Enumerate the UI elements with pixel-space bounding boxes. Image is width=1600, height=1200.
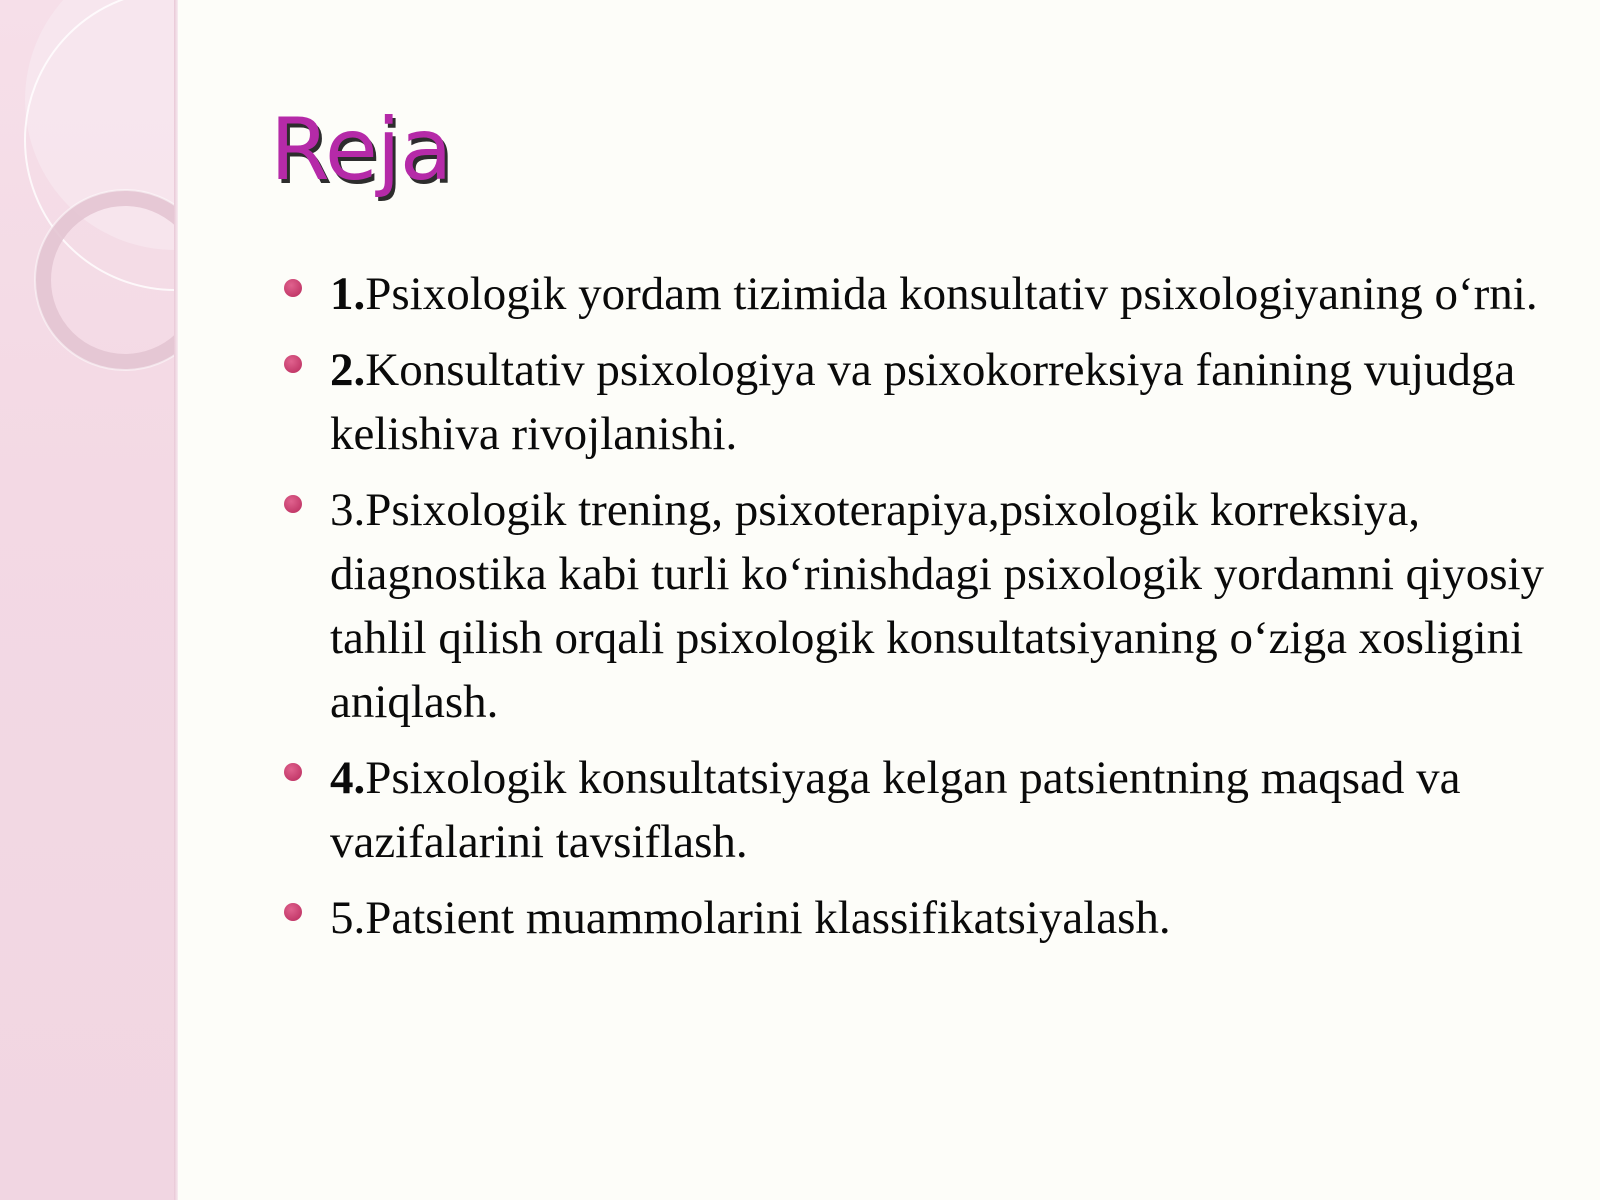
item-number: 4. bbox=[330, 752, 366, 804]
bullet-dot-icon bbox=[284, 763, 302, 781]
item-number: 3. bbox=[330, 484, 366, 536]
bullet-dot-icon bbox=[284, 495, 302, 513]
item-number: 1. bbox=[330, 268, 366, 320]
list-item bbox=[276, 338, 1576, 466]
item-text: Psixologik yordam tizimida konsultativ psixologiyaning o‘rni. bbox=[365, 268, 1538, 320]
list-item bbox=[276, 262, 1576, 326]
bullet-dot-icon bbox=[284, 355, 302, 373]
bullet-list bbox=[276, 262, 1576, 962]
list-item bbox=[276, 886, 1576, 950]
bullet-dot-icon bbox=[284, 903, 302, 921]
item-text: Patsient muammolarini klassifikatsiyalash. bbox=[365, 892, 1171, 944]
item-text: Psixologik trening, psixoterapiya,psixologik korreksiya, diagnostika kabi turli ko‘rinishdagi psixologik yordamni qiyosiy tahlil qilish orqali psixologik konsultatsiyaning o‘ziga xosligini aniqlash. bbox=[330, 484, 1545, 728]
decorative-circles bbox=[0, 0, 176, 1200]
slide-title: Reja bbox=[270, 100, 452, 200]
decorative-sidebar bbox=[0, 0, 176, 1200]
list-item bbox=[276, 746, 1576, 874]
item-number: 5. bbox=[330, 892, 366, 944]
bullet-dot-icon bbox=[284, 279, 302, 297]
item-text: Psixologik konsultatsiyaga kelgan patsientning maqsad va vazifalarini tavsiflash. bbox=[330, 752, 1461, 868]
list-item bbox=[276, 478, 1576, 734]
sidebar-edge bbox=[174, 0, 178, 1200]
item-number: 2. bbox=[330, 344, 366, 396]
item-text: Konsultativ psixologiya va psixokorreksiya fanining vujudga kelishiva rivojlanishi. bbox=[330, 344, 1516, 460]
